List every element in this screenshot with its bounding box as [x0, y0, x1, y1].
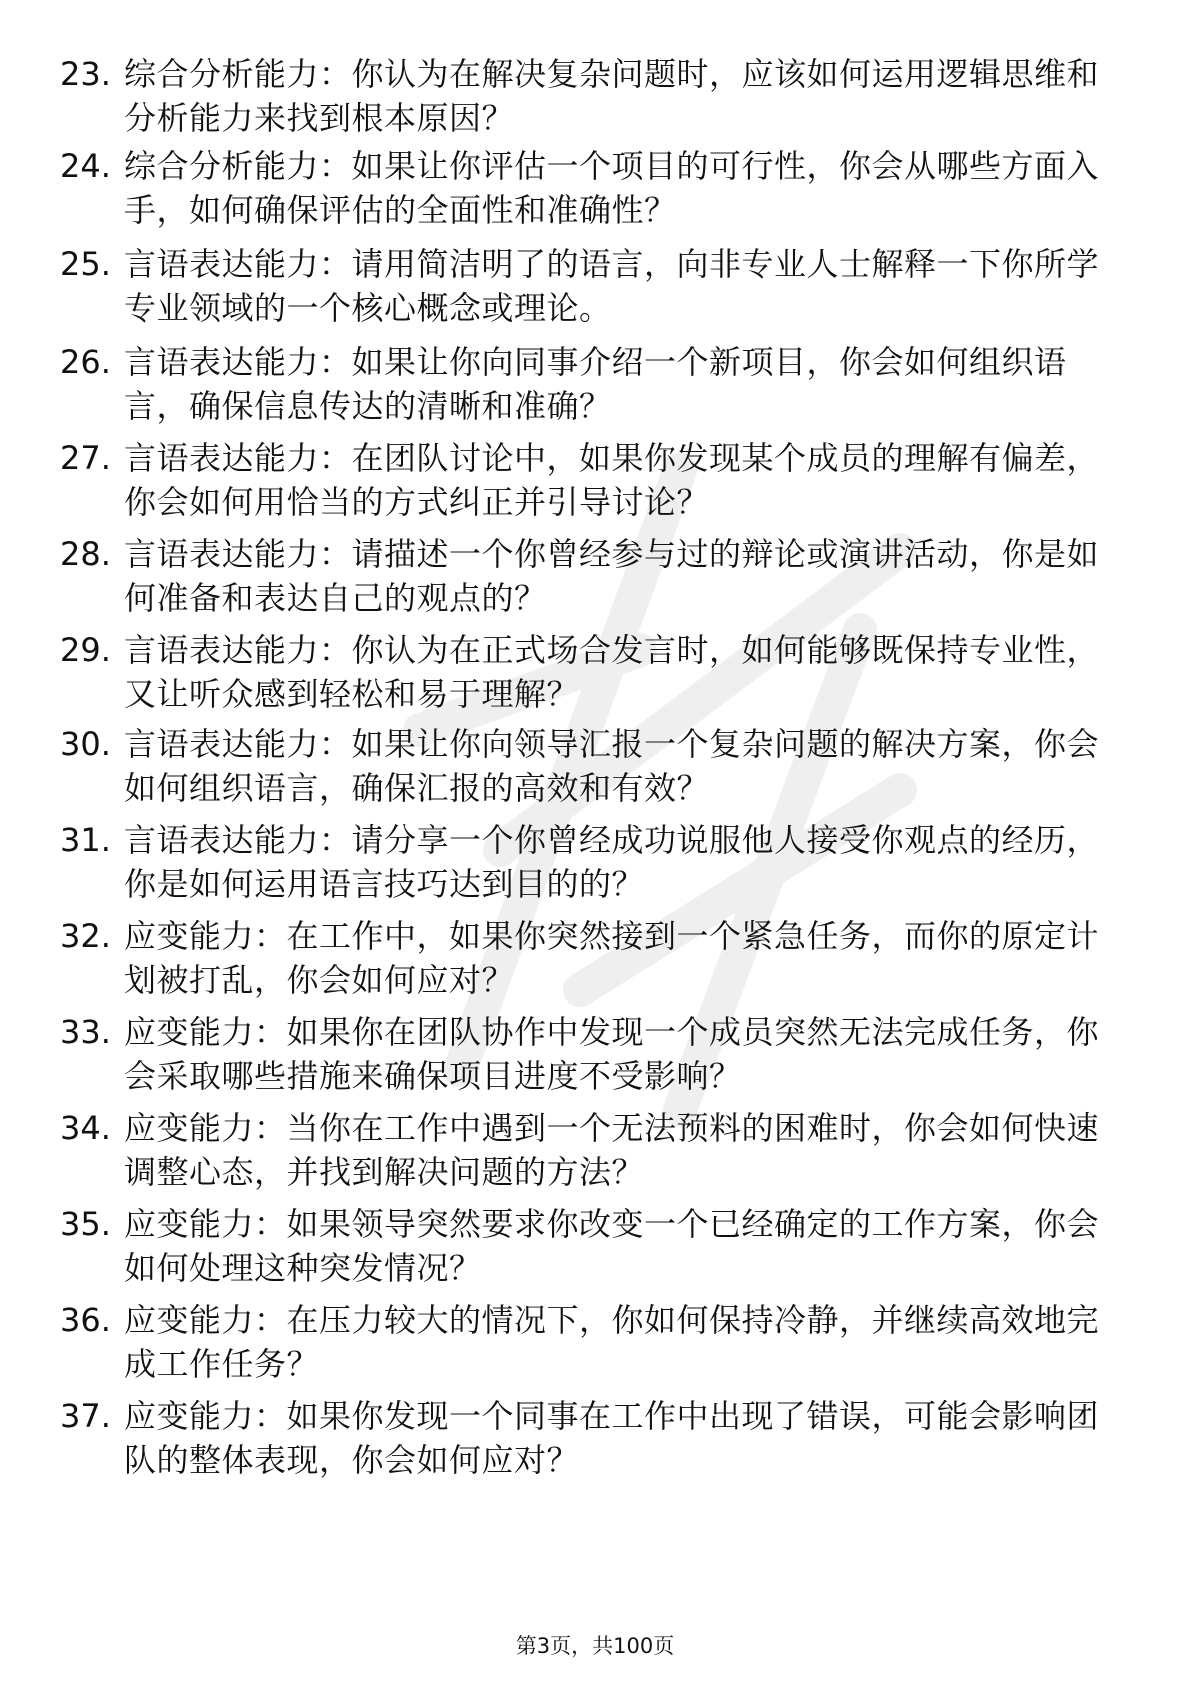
question-item	[60, 242, 1130, 330]
question-number: 29.	[60, 631, 111, 669]
question-item	[60, 628, 1130, 716]
question-number: 27.	[60, 439, 111, 477]
question-text: 应变能力：如果领导突然要求你改变一个已经确定的工作方案，你会如何处理这种突发情况？	[124, 1205, 1100, 1287]
question-item	[60, 914, 1130, 1002]
question-text: 言语表达能力：请用简洁明了的语言，向非专业人士解释一下你所学专业领域的一个核心概念或理论。	[124, 245, 1100, 327]
question-item	[60, 1394, 1130, 1482]
question-text: 言语表达能力：请描述一个你曾经参与过的辩论或演讲活动，你是如何准备和表达自己的观点的？	[124, 535, 1100, 617]
question-text: 言语表达能力：请分享一个你曾经成功说服他人接受你观点的经历，你是如何运用语言技巧达到目的的？	[124, 821, 1100, 903]
question-item	[60, 722, 1130, 810]
question-number: 33.	[60, 1013, 111, 1051]
question-number: 31.	[60, 821, 111, 859]
question-text: 应变能力：当你在工作中遇到一个无法预料的困难时，你会如何快速调整心态，并找到解决问题的方法？	[124, 1109, 1100, 1191]
question-text: 应变能力：如果你发现一个同事在工作中出现了错误，可能会影响团队的整体表现，你会如何应对？	[124, 1397, 1100, 1479]
question-number: 35.	[60, 1205, 111, 1243]
question-number: 32.	[60, 917, 111, 955]
question-text: 应变能力：在工作中，如果你突然接到一个紧急任务，而你的原定计划被打乱，你会如何应对？	[124, 917, 1100, 999]
question-text: 言语表达能力：如果让你向同事介绍一个新项目，你会如何组织语言，确保信息传达的清晰和准确？	[124, 343, 1067, 425]
question-item	[60, 1202, 1130, 1290]
question-item	[60, 818, 1130, 906]
question-item	[60, 144, 1130, 232]
question-text: 言语表达能力：你认为在正式场合发言时，如何能够既保持专业性，又让听众感到轻松和易于理解？	[124, 631, 1100, 713]
question-text: 应变能力：在压力较大的情况下，你如何保持冷静，并继续高效地完成工作任务？	[124, 1301, 1100, 1383]
question-item	[60, 1298, 1130, 1386]
page-footer: 第3页，共100页	[515, 1634, 675, 1658]
question-number: 34.	[60, 1109, 111, 1147]
question-item	[60, 340, 1130, 428]
question-number: 36.	[60, 1301, 111, 1339]
question-item	[60, 52, 1130, 140]
question-item	[60, 532, 1130, 620]
question-item	[60, 436, 1130, 524]
question-text: 应变能力：如果你在团队协作中发现一个成员突然无法完成任务，你会采取哪些措施来确保项目进度不受影响？	[124, 1013, 1100, 1095]
question-number: 28.	[60, 535, 111, 573]
question-item	[60, 1106, 1130, 1194]
question-item	[60, 1010, 1130, 1098]
question-number: 23.	[60, 55, 111, 93]
question-number: 30.	[60, 725, 111, 763]
question-number: 37.	[60, 1397, 111, 1435]
question-text: 言语表达能力：如果让你向领导汇报一个复杂问题的解决方案，你会如何组织语言，确保汇报的高效和有效？	[124, 725, 1100, 807]
question-text: 综合分析能力：如果让你评估一个项目的可行性，你会从哪些方面入手，如何确保评估的全面性和准确性？	[124, 147, 1100, 229]
question-text: 言语表达能力：在团队讨论中，如果你发现某个成员的理解有偏差，你会如何用恰当的方式纠正并引导讨论？	[124, 439, 1100, 521]
question-text: 综合分析能力：你认为在解决复杂问题时，应该如何运用逻辑思维和分析能力来找到根本原因？	[124, 55, 1100, 137]
question-number: 26.	[60, 343, 111, 381]
question-number: 25.	[60, 245, 111, 283]
question-number: 24.	[60, 147, 111, 185]
